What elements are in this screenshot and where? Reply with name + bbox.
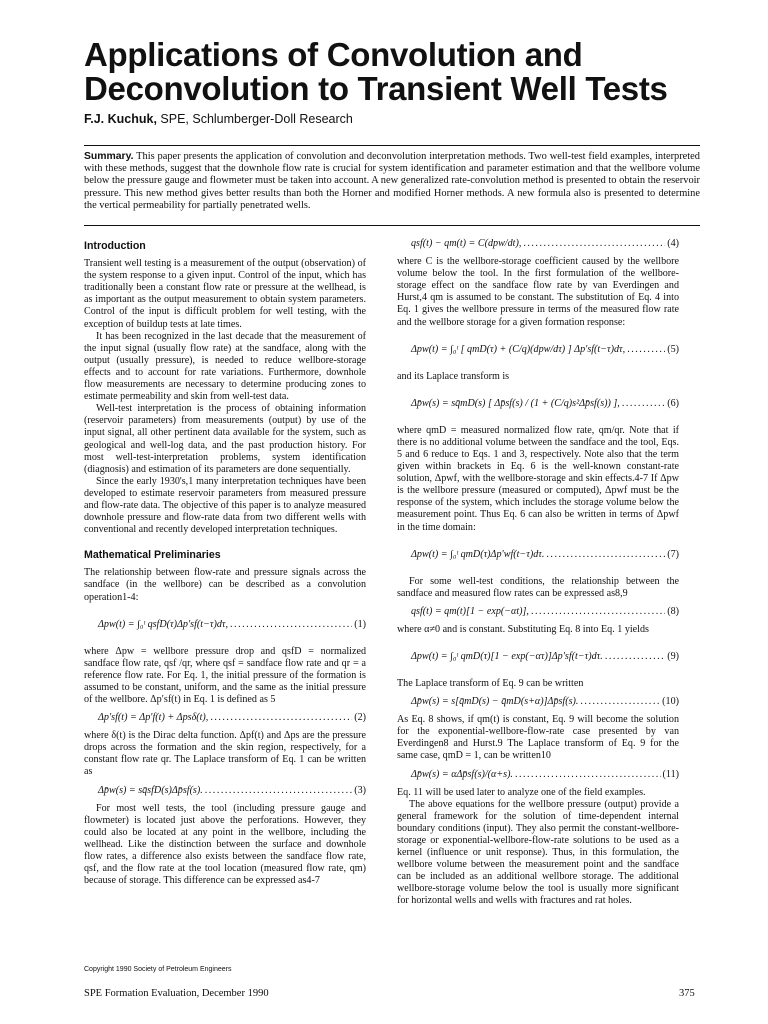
author-line bbox=[84, 112, 353, 126]
paragraph: Eq. 11 will be used later to analyze one of the field examples. bbox=[397, 786, 646, 798]
copyright-notice: Copyright 1990 Society of Petroleum Engineers bbox=[84, 966, 232, 973]
equation-7: Δpw(t) = ∫₀ᵗ qmD(τ)Δp′wf(t−τ)dτ. ..... (7) bbox=[397, 540, 679, 570]
equation-6: Δp̄w(s) = sq̄mD(s) [ Δp̄sf(s) / (1 + (C/q)s²Δp̄sf(s)) ], ..... (6) bbox=[397, 389, 679, 419]
author-name: F.J. Kuchuk, bbox=[84, 112, 157, 126]
right-column bbox=[397, 238, 679, 908]
equation-8: qsf(t) = qm(t)[1 − exp(−αt)], ..... (8) bbox=[397, 606, 679, 618]
paragraph: The Laplace transform of Eq. 9 can be written bbox=[397, 677, 584, 689]
summary-top-rule bbox=[84, 145, 700, 146]
paragraph: Well-test interpretation is the process of obtaining information (reservoir parameters) from measurements (output) by use of the input signal, all other pertinent data available for the system, such as geological and well-log data, and the past production history. For most well-test-interpretation problems, system identification (diagnosis) and estimation of its parameters are done sequentially. bbox=[84, 403, 366, 475]
equation-2: Δp′sf(t) = Δp′f(t) + Δpsδ(t), ..... (2) bbox=[84, 712, 366, 724]
paragraph: It has been recognized in the last decade that the measurement of the input signal (usually flow rate) at the sandface, along with the output (usually pressure), is needed to reduce wellbore-storage effects and to account for rate variations. Furthermore, downhole flow measurements are necessary to determine producing zones to estimate permeability and skin from well-test data. bbox=[84, 330, 366, 403]
author-affiliation: SPE, Schlumberger-Doll Research bbox=[156, 112, 353, 126]
paragraph: The relationship between flow-rate and pressure signals across the sandface (in the wellbore) can be described as a convolution operation1-4: bbox=[84, 567, 366, 603]
section-heading-math: Mathematical Preliminaries bbox=[84, 549, 221, 562]
journal-citation: SPE Formation Evaluation, December 1990 bbox=[84, 988, 269, 999]
equation-11: Δp̄w(s) = αΔp̄sf(s)/(α+s). ..... (11) bbox=[397, 769, 679, 781]
paragraph: where qmD = measured normalized flow rate, qm/qr. Note that if there is no additional volume between the sandface and the tool, Eqs. 5 and 6 reduce to Eqs. 1 and 3, respectively. Note also that the term given within brackets in Eq. 6 is the well-known constant-rate solution, Δpwf, with the wellbore-storage and skin effects.4-7 If Δpw is the wellbore pressure (measured or computed), Δpwf must be the response of the system, which includes the storage volume below the measurement point. Thus Eq. 6 can also be written in terms of Δpwf in the time domain: bbox=[397, 424, 679, 533]
paragraph: where C is the wellbore-storage coefficient caused by the wellbore volume below the tool. In the first formulation of the wellbore-storage effect on the sandface flow rate by van Everdingen and Hurst,4 qm is assumed to be constant. The substitution of Eq. 4 into Eq. 1 gives the wellbore pressure in terms of the measured flow rate and the wellbore storage for a given formation response: bbox=[397, 256, 679, 328]
page-number: 375 bbox=[679, 988, 695, 999]
paragraph: The above equations for the wellbore pressure (output) provide a general framework for the solution of time-dependent internal boundary conditions (input). They also permit the constant-wellbore-storage or exponential-wellbore-flow-rate solutions to be used as a kernel (influence or unit response). Thus, in this formulation, the wellbore volume between the measurement point and the sandface can be included as an additional wellbore storage. The additional wellbore-storage volume below the tool is usually more significant for horizontal wells and wells with fractures and rat holes. bbox=[397, 798, 679, 907]
paragraph: Since the early 1930's,1 many interpretation techniques have been developed to estimate reservoir parameters from measured pressure and flow-rate data. The objective of this paper is to analyze measured downhole pressure and flow-rate data from two different wells with conventional and recently developed interpretation techniques. bbox=[84, 475, 366, 536]
paragraph: where Δpw = wellbore pressure drop and qsfD = normalized sandface flow rate, qsf /qr, where qsf = sandface flow rate and qr = a reference flow rate. For Eq. 1, the initial pressure of the formation is assumed to be constant, uniform, and the same as the initial pressure of the wellbore. Δp′sf(t) in Eq. 1 is defined as 5 bbox=[84, 645, 366, 705]
equation-5: Δpw(t) = ∫₀ᵗ [ qmD(τ) + (C/q)(dpw/dτ) ] Δp′sf(t−τ)dτ, ..... (5) bbox=[397, 335, 679, 365]
left-column bbox=[84, 240, 366, 887]
paper-title: Applications of Convolution and Deconvolution to Transient Well Tests bbox=[84, 36, 668, 107]
paragraph: Transient well testing is a measurement of the output (observation) of the system response to a given input. Control of the input, which has traditionally been a constant flow rate or pressure at the wellhead, is as important as the output measurement to obtain system parameters. Control of the input is difficult problem for well testing, with the exception of buildup tests at late times. bbox=[84, 258, 366, 330]
equation-9: Δpw(t) = ∫₀ᵗ qmD(τ)[1 − exp(−ατ)]Δp′sf(t−τ)dτ. ..... (9) bbox=[397, 642, 679, 672]
paragraph: and its Laplace transform is bbox=[397, 370, 510, 382]
equation-4: qsf(t) − qm(t) = C(dpw/dt), ..... (4) bbox=[397, 238, 679, 250]
paragraph: For some well-test conditions, the relationship between the sandface and measured flow rates can be expressed as8,9 bbox=[397, 575, 679, 599]
summary-text: This paper presents the application of convolution and deconvolution interpretation methods. Two well-test field examples, interpreted with these methods, suggest that the downhole flow rate is crucial for system identification and parameter estimation and that the wellbore volume below the pressure gauge and flowmeter must be taken into account. A new generalized rate-convolution method is presented to obtain the reservoir pressure. This new method gives better results than both the Horner and modified Horner methods. A new formula also is presented to determine the vertical permeability for partially penetrated wells. bbox=[84, 151, 700, 211]
summary-block bbox=[84, 151, 700, 212]
summary-lead: Summary. bbox=[84, 151, 134, 162]
equation-10: Δp̄w(s) = s[q̄mD(s) − q̄mD(s+α)]Δp̄sf(s). ..... (10) bbox=[397, 696, 679, 708]
equation-1: Δpw(t) = ∫₀ᵗ qsfD(τ)Δp′sf(t−τ)dτ, ..... (1) bbox=[84, 610, 366, 640]
paragraph: where δ(t) is the Dirac delta function. Δpf(t) and Δps are the pressure drops across the formation and the skin region, respectively, for a constant flow rate qr. The Laplace transform of Eq. 1 can be written as bbox=[84, 730, 366, 778]
paragraph: For most well tests, the tool (including pressure gauge and flowmeter) is located just above the perforations. However, they could also be located at any point in the wellbore, including the wellhead. Like the distinction between the surface and downhole flow rates, a difference also exists between the sandface flow rate, qsf, and the flow rate at the tool location (measured flow rate, qm) because of storage. This difference can be expressed as4-7 bbox=[84, 802, 366, 887]
paragraph: As Eq. 8 shows, if qm(t) is constant, Eq. 9 will become the solution for the exponential-wellbore-flow-rate case presented by van Everdingen8 and Hurst.9 The Laplace transform of Eq. 9 for the same case, qmD = 1, can be written10 bbox=[397, 714, 679, 762]
section-heading-introduction: Introduction bbox=[84, 240, 146, 252]
equation-3: Δp̄w(s) = sq̄sfD(s)Δp̄sf(s). ..... (3) bbox=[84, 785, 366, 797]
paragraph: where α≠0 and is constant. Substituting Eq. 8 into Eq. 1 yields bbox=[397, 623, 649, 635]
summary-bottom-rule bbox=[84, 225, 700, 226]
